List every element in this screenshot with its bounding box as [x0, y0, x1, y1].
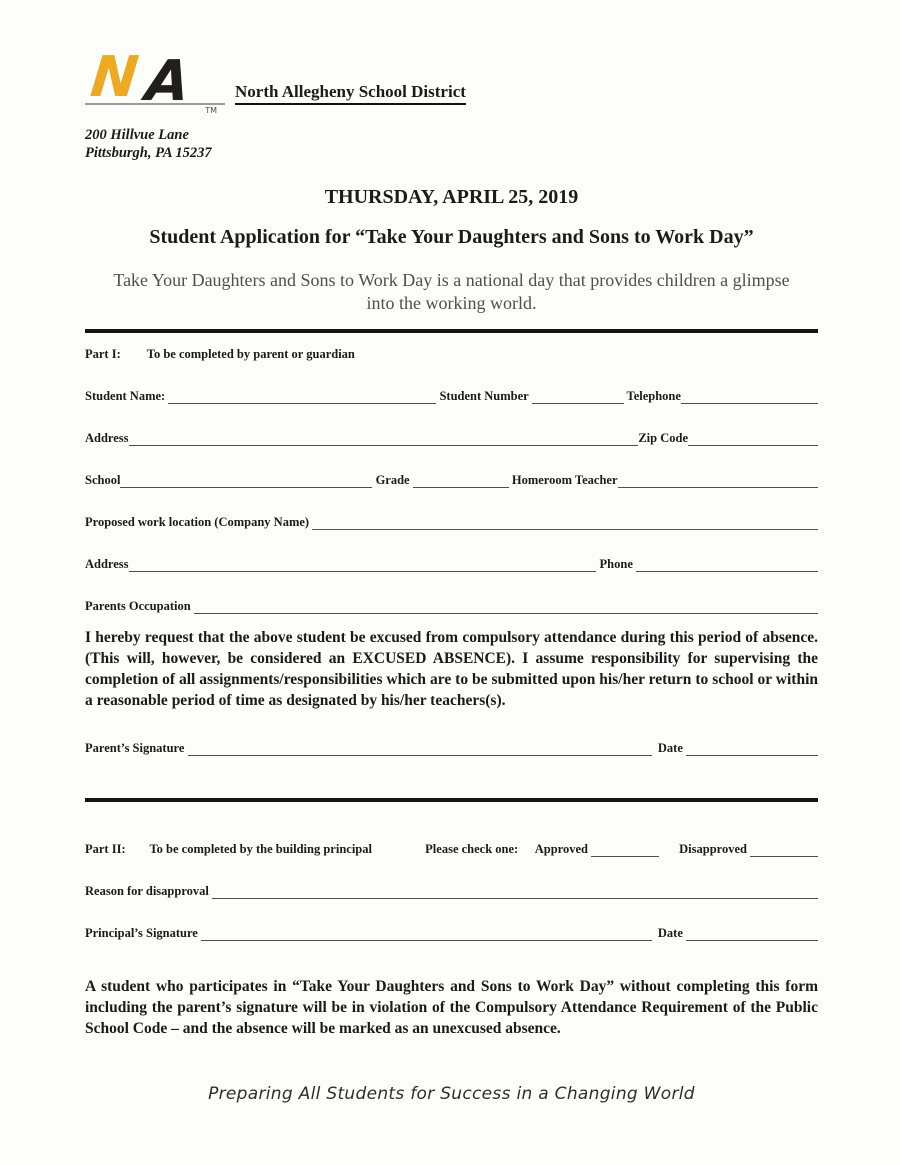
principal_signature-blank-line [686, 927, 818, 941]
parent_signature-label-2: Date [651, 741, 686, 756]
part2_heading-label-4: Please check one: [425, 842, 519, 857]
part2_heading-blank-line [591, 843, 659, 857]
principal_signature-blank-line [201, 927, 652, 941]
field-row-home-address [85, 431, 818, 446]
address_home-blank-line [129, 432, 639, 446]
school-blank-line [120, 474, 372, 488]
address_home-label-2: Zip Code [638, 431, 688, 446]
school-label-4: Homeroom Teacher [508, 473, 618, 488]
student-blank-line [168, 390, 436, 404]
district-name: North Allegheny School District [235, 82, 466, 105]
school-blank-line [618, 474, 819, 488]
student-label-2: Student Number [436, 389, 532, 404]
spacer [659, 856, 679, 857]
principal_signature-label-2: Date [651, 926, 686, 941]
field-row-school [85, 473, 818, 488]
parent_signature-blank-line [188, 742, 652, 756]
reason-blank-line [212, 885, 818, 899]
footer-tagline: Preparing All Students for Success in a Changing World [208, 1083, 695, 1104]
part2_heading-label-0: Part II: [85, 842, 126, 857]
field-row-work-location [85, 515, 818, 530]
spacer [121, 361, 147, 362]
form-title: Student Application for “Take Your Daughters and Sons to Work Day” [149, 226, 754, 249]
student-blank-line [681, 390, 818, 404]
field-row-student [85, 389, 818, 404]
event-date-title: THURSDAY, APRIL 25, 2019 [324, 186, 579, 209]
trademark-label: TM [205, 106, 217, 115]
student-label-4: Telephone [623, 389, 681, 404]
student-label-0: Student Name: [85, 389, 169, 404]
occupation-blank-line [194, 600, 818, 614]
part2_heading-label-9: Disapproved [679, 842, 751, 857]
school-label-2: Grade [372, 473, 413, 488]
header [85, 45, 818, 118]
address_home-label-0: Address [85, 431, 129, 446]
student-blank-line [532, 390, 624, 404]
field-row-company-address [85, 557, 818, 572]
section-divider-middle [85, 798, 818, 802]
principal_signature-label-0: Principal’s Signature [85, 926, 201, 941]
field-row-occupation [85, 599, 818, 614]
logo-letter-n: N [87, 45, 142, 110]
field-row-reason [85, 884, 818, 899]
spacer [518, 856, 535, 857]
consent-paragraph: I hereby request that the above student be excused from compulsory attendance during this period of absence. (This will, however, be considered an EXCUSED ABSENCE). I assume responsibility for supervising the completion of all assignments/responsibilities which are to be submitted upon his/her return to school or within a reasonable period of time as designated by his/her teachers(s). [85, 629, 818, 709]
warning-paragraph: A student who participates in “Take Your Daughters and Sons to Work Day” without completing this form including the parent’s signature will be in violation of the Compulsory Attendance Requirement of the Public School Code – and the absence will be marked as an unexcused absence. [85, 978, 818, 1037]
address_company-label-2: Phone [596, 557, 636, 572]
spacer [126, 856, 150, 857]
work_location-label-0: Proposed work location (Company Name) [85, 515, 313, 530]
district-address [85, 127, 818, 162]
part2-heading [85, 842, 818, 857]
address_company-blank-line [129, 558, 597, 572]
reason-label-0: Reason for disapproval [85, 884, 212, 899]
field-row-parent-signature [85, 741, 818, 756]
parent_signature-blank-line [686, 742, 818, 756]
spacer [372, 856, 425, 857]
district-logo [85, 45, 225, 118]
work_location-blank-line [312, 516, 818, 530]
part1_heading-label-2: To be completed by parent or guardian [146, 347, 355, 362]
address_home-blank-line [688, 432, 818, 446]
field-row-principal-signature [85, 926, 818, 941]
school-label-0: School [85, 473, 121, 488]
address-line-2: Pittsburgh, PA 15237 [85, 144, 212, 161]
parent_signature-label-0: Parent’s Signature [85, 741, 188, 756]
school-blank-line [413, 474, 509, 488]
intro-text: Take Your Daughters and Sons to Work Day is a national day that provides children a glimpse into the working world. [113, 270, 790, 313]
part2_heading-blank-line [750, 843, 818, 857]
part1-heading [85, 347, 818, 362]
occupation-label-0: Parents Occupation [85, 599, 194, 614]
address_company-label-0: Address [85, 557, 129, 572]
part1_heading-label-0: Part I: [85, 347, 121, 362]
address_company-blank-line [636, 558, 818, 572]
part2_heading-label-2: To be completed by the building principal [149, 842, 372, 857]
address-line-1: 200 Hillvue Lane [85, 127, 189, 143]
logo-letter-a: A [142, 49, 193, 114]
part2_heading-label-6: Approved [534, 842, 592, 857]
section-divider-top [85, 329, 818, 333]
